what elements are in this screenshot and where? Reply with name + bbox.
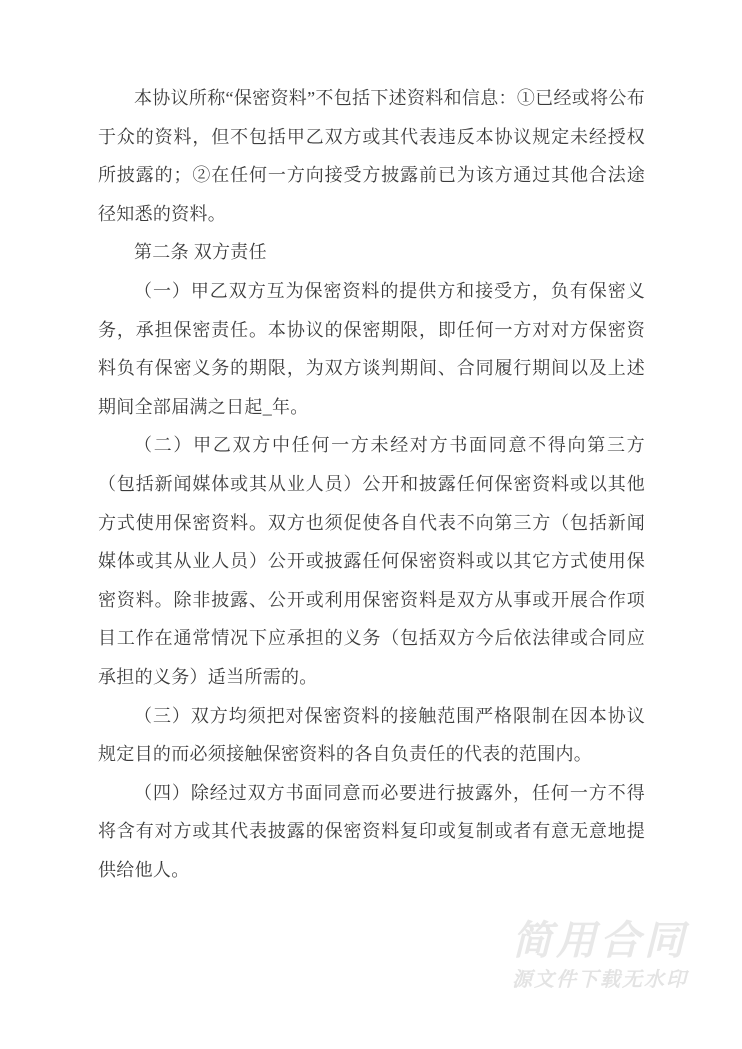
paragraph-clause-2: （二）甲乙双方中任何一方未经对方书面同意不得向第三方（包括新闻媒体或其从业人员）公开和披露任何保密资料或以其他方式使用保密资料。双方也须促使各自代表不向第三方（包括新闻媒体或其从业人员）公开或披露任何保密资料或以其它方式使用保密资料。除非披露、公开或利用保密资料是双方从事或开展合作项目工作在通常情况下应承担的义务（包括双方今后依法律或合同应承担的义务）适当所需的。 [98, 435, 645, 687]
watermark [512, 919, 688, 991]
paragraph-clause-3: （三）双方均须把对保密资料的接触范围严格限制在因本协议规定目的而必须接触保密资料的各自负责任的代表的范围内。 [98, 705, 645, 765]
paragraph-clause-4: （四）除经过双方书面同意而必要进行披露外，任何一方不得将含有对方或其代表披露的保密资料复印或复制或者有意无意地提供给他人。 [98, 782, 645, 880]
section-heading-article-2: 第二条 双方责任 [134, 242, 267, 263]
paragraph-confidential-info-exclusions: 本协议所称“保密资料”不包括下述资料和信息：①已经或将公布于众的资料，但不包括甲乙双方或其代表违反本协议规定未经授权所披露的；②在任何一方向接受方披露前已为该方通过其他合法途径知悉的资料。 [98, 88, 645, 224]
document-content [98, 79, 645, 889]
paragraph-clause-1: （一）甲乙双方互为保密资料的提供方和接受方，负有保密义务，承担保密责任。本协议的保密期限，即任何一方对对方保密资料负有保密义务的期限，为双方谈判期间、合同履行期间以及上述期间全部届满之日起_年。 [98, 280, 645, 417]
watermark-subtitle: 源文件下载无水印 [512, 969, 688, 991]
watermark-title: 简用合同 [512, 919, 688, 963]
